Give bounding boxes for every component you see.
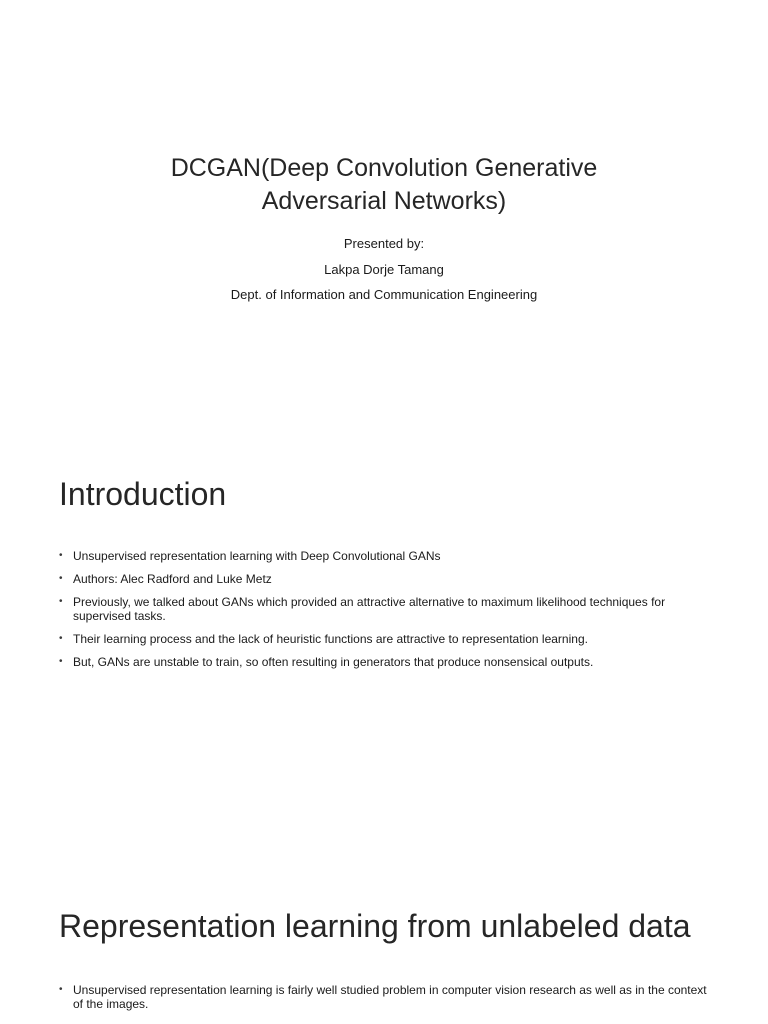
title-line-2: Adversarial Networks) xyxy=(261,187,507,215)
bullet-text: Unsupervised representation learning is fairly well studied problem in computer vision research as well as in the context of the images. xyxy=(73,983,707,1011)
presenter-name: Lakpa Dorje Tamang xyxy=(324,262,444,277)
bullet-icon: • xyxy=(59,596,63,607)
representation-bullet-list xyxy=(59,983,719,1020)
bullet-text: Their learning process and the lack of heuristic functions are attractive to representation learning. xyxy=(73,632,588,646)
title-line-1: DCGAN(Deep Convolution Generative xyxy=(170,154,598,182)
bullet-icon: • xyxy=(59,573,63,584)
representation-learning-slide xyxy=(0,864,768,1024)
list-item xyxy=(59,983,719,1011)
bullet-icon: • xyxy=(59,984,63,995)
bullet-icon: • xyxy=(59,550,63,561)
bullet-text: Previously, we talked about GANs which provided an attractive alternative to maximum likelihood techniques for supervised tasks. xyxy=(73,595,666,623)
presented-by-label: Presented by: xyxy=(343,236,425,251)
list-item xyxy=(59,572,719,586)
bullet-text: Unsupervised representation learning with Deep Convolutional GANs xyxy=(73,549,441,563)
representation-learning-heading: Representation learning from unlabeled data xyxy=(59,908,691,944)
list-item xyxy=(59,632,719,646)
introduction-slide xyxy=(0,432,768,864)
list-item xyxy=(59,595,719,623)
presentation-title xyxy=(84,152,684,218)
bullet-icon: • xyxy=(59,656,63,667)
bullet-text: But, GANs are unstable to train, so often resulting in generators that produce nonsensical outputs. xyxy=(73,655,594,669)
introduction-heading: Introduction xyxy=(59,476,227,512)
bullet-icon: • xyxy=(59,633,63,644)
department-name: Dept. of Information and Communication Engineering xyxy=(230,287,538,302)
list-item xyxy=(59,549,719,563)
bullet-text: Authors: Alec Radford and Luke Metz xyxy=(73,572,272,586)
introduction-bullet-list xyxy=(59,549,719,678)
title-slide xyxy=(0,0,768,432)
list-item xyxy=(59,655,719,669)
